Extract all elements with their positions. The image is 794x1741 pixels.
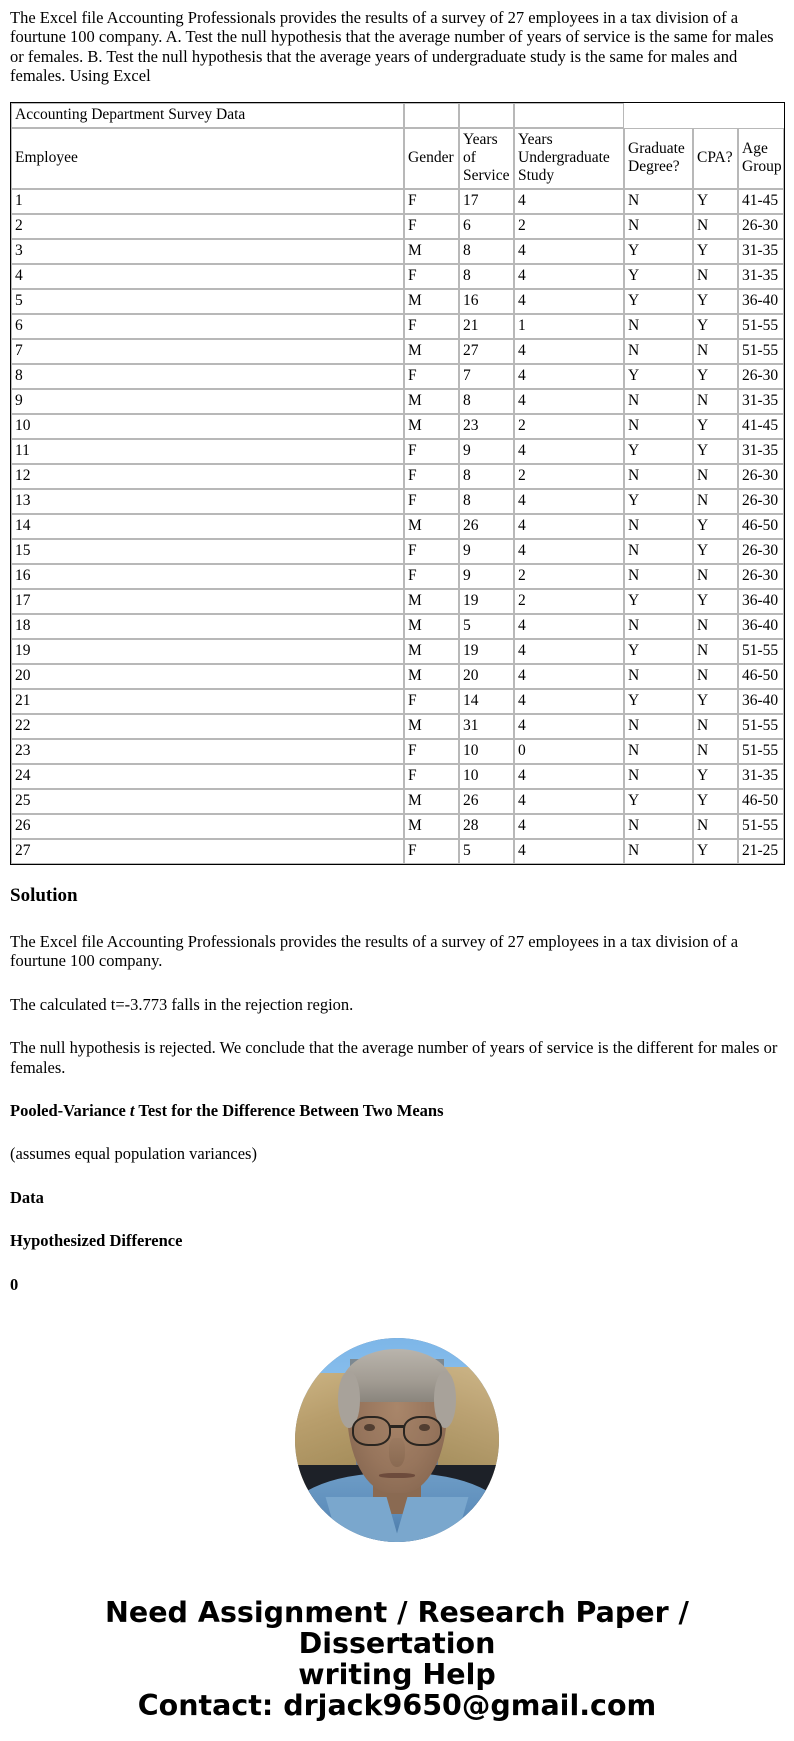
table-cell: 18 [11, 614, 404, 639]
table-cell: Y [624, 289, 693, 314]
table-cell: N [693, 214, 738, 239]
contact-line-3: Contact: drjack9650@gmail.com [137, 1688, 657, 1722]
avatar-eyeglass-bridge [390, 1425, 404, 1428]
table-cell: 9 [459, 539, 514, 564]
table-cell: 51-55 [738, 314, 784, 339]
avatar-eyeglass-right-lens [403, 1416, 442, 1447]
table-cell: 4 [514, 714, 624, 739]
table-cell: N [693, 389, 738, 414]
table-cell: 4 [514, 489, 624, 514]
avatar-collar-left [325, 1497, 399, 1542]
table-cell: Y [693, 189, 738, 214]
table-cell: 13 [11, 489, 404, 514]
table-cell: Y [693, 314, 738, 339]
assumption-note: (assumes equal population variances) [10, 1144, 257, 1164]
table-cell: N [693, 639, 738, 664]
solution-heading: Solution [10, 884, 78, 906]
column-header-years-undergraduate: Years Undergraduate Study [514, 128, 624, 189]
table-title-row [11, 103, 784, 128]
table-cell: Y [624, 789, 693, 814]
table-cell: N [624, 464, 693, 489]
table-title-blank-1 [404, 103, 459, 128]
table-cell: 26 [11, 814, 404, 839]
contact-footer [0, 1598, 794, 1741]
table-cell: 51-55 [738, 714, 784, 739]
table-cell: N [693, 664, 738, 689]
table-row [11, 339, 784, 364]
table-cell: F [404, 214, 459, 239]
table-cell: 9 [11, 389, 404, 414]
table-cell: 4 [514, 614, 624, 639]
table-cell: 4 [514, 364, 624, 389]
table-cell: 4 [514, 189, 624, 214]
table-cell: M [404, 789, 459, 814]
table-cell: 15 [11, 539, 404, 564]
table-cell: 21 [459, 314, 514, 339]
table-cell: N [624, 514, 693, 539]
table-cell: N [624, 339, 693, 364]
table-cell: 14 [11, 514, 404, 539]
table-cell: 4 [514, 664, 624, 689]
table-cell: 24 [11, 764, 404, 789]
table-cell: 26-30 [738, 539, 784, 564]
contact-line-1: Need Assignment / Research Paper / Dissertation [105, 1596, 689, 1661]
table-cell: Y [624, 639, 693, 664]
table-cell: M [404, 664, 459, 689]
table-cell: N [624, 539, 693, 564]
table-cell: 7 [459, 364, 514, 389]
table-cell: 51-55 [738, 739, 784, 764]
table-row [11, 689, 784, 714]
table-row [11, 239, 784, 264]
table-cell: 8 [459, 389, 514, 414]
table-cell: 2 [514, 414, 624, 439]
table-cell: M [404, 589, 459, 614]
table-title-spacer-2 [693, 103, 738, 128]
table-cell: 6 [459, 214, 514, 239]
table-cell: N [693, 464, 738, 489]
table-cell: 2 [514, 214, 624, 239]
table-row [11, 464, 784, 489]
table-cell: 8 [459, 464, 514, 489]
table-cell: 8 [459, 239, 514, 264]
table-cell: Y [693, 689, 738, 714]
table-title-spacer-1 [624, 103, 693, 128]
contact-line-2: writing Help [298, 1657, 496, 1691]
solution-paragraph-1: The Excel file Accounting Professionals provides the results of a survey of 27 employees in a tax division of a fourtune 100 company. [10, 931, 739, 971]
table-cell: Y [624, 439, 693, 464]
table-cell: 21 [11, 689, 404, 714]
table-cell: 21-25 [738, 839, 784, 864]
table-cell: 11 [11, 439, 404, 464]
table-cell: 51-55 [738, 639, 784, 664]
table-cell: F [404, 364, 459, 389]
table-cell: F [404, 764, 459, 789]
table-cell: 8 [459, 489, 514, 514]
table-cell: Y [693, 589, 738, 614]
table-cell: N [693, 564, 738, 589]
table-cell: M [404, 639, 459, 664]
table-cell: 6 [11, 314, 404, 339]
table-cell: 41-45 [738, 414, 784, 439]
table-cell: 8 [11, 364, 404, 389]
hypothesized-difference-value: 0 [10, 1274, 19, 1294]
table-cell: N [624, 814, 693, 839]
test-title-post: Test for the Difference Between Two Means [134, 1101, 444, 1121]
table-cell: N [624, 739, 693, 764]
table-header-row [11, 128, 784, 189]
table-cell: 2 [514, 589, 624, 614]
table-cell: N [693, 739, 738, 764]
table-cell: 20 [459, 664, 514, 689]
table-title-spacer-3 [738, 103, 784, 128]
table-row [11, 589, 784, 614]
table-cell: 19 [459, 639, 514, 664]
table-cell: 4 [514, 689, 624, 714]
table-cell: 17 [459, 189, 514, 214]
table-cell: F [404, 564, 459, 589]
table-cell: F [404, 739, 459, 764]
table-cell: 23 [11, 739, 404, 764]
table-row [11, 664, 784, 689]
table-cell: 36-40 [738, 689, 784, 714]
table-row [11, 264, 784, 289]
table-cell: 4 [514, 289, 624, 314]
table-cell: 51-55 [738, 814, 784, 839]
table-cell: M [404, 239, 459, 264]
table-cell: 10 [459, 739, 514, 764]
table-cell: 2 [514, 464, 624, 489]
avatar-mouth [379, 1473, 416, 1478]
table-cell: 4 [11, 264, 404, 289]
table-cell: 26-30 [738, 464, 784, 489]
table-cell: 27 [459, 339, 514, 364]
table-cell: 31 [459, 714, 514, 739]
table-cell: 4 [514, 339, 624, 364]
table-cell: 0 [514, 739, 624, 764]
table-cell: 4 [514, 239, 624, 264]
survey-table-body [11, 103, 784, 864]
survey-table [10, 102, 785, 865]
table-cell: 9 [459, 439, 514, 464]
table-cell: M [404, 614, 459, 639]
table-cell: N [693, 814, 738, 839]
table-cell: N [624, 414, 693, 439]
table-cell: 26-30 [738, 564, 784, 589]
table-cell: N [624, 664, 693, 689]
table-cell: N [693, 339, 738, 364]
table-cell: F [404, 464, 459, 489]
intro-paragraph: The Excel file Accounting Professionals provides the results of a survey of 27 employees in a tax division of a fourtune 100 company. A. Test the null hypothesis that the average number of years of service is the same for males or females. B. Test the null hypothesis that the average years of undergraduate study is the same for males and females. Using Excel [10, 8, 774, 86]
table-cell: N [624, 714, 693, 739]
table-cell: 27 [11, 839, 404, 864]
table-cell: Y [693, 839, 738, 864]
table-cell: Y [693, 539, 738, 564]
table-row [11, 489, 784, 514]
table-cell: 23 [459, 414, 514, 439]
table-row [11, 789, 784, 814]
table-cell: N [624, 214, 693, 239]
hypothesized-difference-label: Hypothesized Difference [10, 1231, 183, 1251]
table-row [11, 414, 784, 439]
table-cell: Y [624, 689, 693, 714]
table-cell: Y [693, 514, 738, 539]
table-cell: 1 [514, 314, 624, 339]
table-row [11, 564, 784, 589]
column-header-age-group: Age Group [738, 128, 784, 189]
table-row [11, 614, 784, 639]
table-cell: 5 [11, 289, 404, 314]
table-cell: M [404, 414, 459, 439]
table-row [11, 514, 784, 539]
table-cell: 14 [459, 689, 514, 714]
avatar [295, 1338, 499, 1542]
table-cell: 10 [11, 414, 404, 439]
table-cell: 4 [514, 789, 624, 814]
table-cell: N [624, 314, 693, 339]
column-header-gender: Gender [404, 128, 459, 189]
table-cell: M [404, 514, 459, 539]
table-cell: 31-35 [738, 264, 784, 289]
table-cell: F [404, 689, 459, 714]
table-cell: F [404, 314, 459, 339]
table-cell: 16 [459, 289, 514, 314]
table-cell: N [624, 764, 693, 789]
table-cell: 4 [514, 539, 624, 564]
table-cell: 7 [11, 339, 404, 364]
table-cell: 4 [514, 814, 624, 839]
table-cell: Y [624, 489, 693, 514]
table-row [11, 739, 784, 764]
table-cell: F [404, 439, 459, 464]
table-cell: 26-30 [738, 214, 784, 239]
table-cell: N [693, 264, 738, 289]
table-cell: 26 [459, 514, 514, 539]
table-row [11, 189, 784, 214]
table-cell: Y [693, 364, 738, 389]
table-cell: 17 [11, 589, 404, 614]
avatar-nose [389, 1438, 405, 1467]
table-cell: M [404, 714, 459, 739]
table-cell: 31-35 [738, 764, 784, 789]
table-cell: 4 [514, 389, 624, 414]
test-title-variable: t [129, 1101, 135, 1121]
table-row [11, 839, 784, 864]
table-cell: Y [624, 589, 693, 614]
table-cell: 26-30 [738, 489, 784, 514]
table-cell: N [693, 714, 738, 739]
pooled-variance-test-title [10, 1101, 784, 1120]
table-cell: F [404, 839, 459, 864]
table-cell: Y [693, 764, 738, 789]
table-cell: 8 [459, 264, 514, 289]
table-cell: 51-55 [738, 339, 784, 364]
table-cell: F [404, 489, 459, 514]
table-cell: Y [624, 364, 693, 389]
table-row [11, 214, 784, 239]
table-cell: N [624, 564, 693, 589]
table-cell: F [404, 189, 459, 214]
table-cell: 3 [11, 239, 404, 264]
table-cell: 5 [459, 839, 514, 864]
table-row [11, 439, 784, 464]
solution-paragraph-2: The calculated t=-3.773 falls in the rejection region. [10, 994, 354, 1014]
table-cell: Y [693, 289, 738, 314]
table-cell: Y [693, 414, 738, 439]
table-cell: Y [624, 239, 693, 264]
table-cell: 4 [514, 639, 624, 664]
table-cell: 22 [11, 714, 404, 739]
table-row [11, 539, 784, 564]
table-cell: 31-35 [738, 439, 784, 464]
table-cell: 31-35 [738, 239, 784, 264]
table-cell: M [404, 389, 459, 414]
table-row [11, 389, 784, 414]
table-cell: 19 [459, 589, 514, 614]
table-cell: 2 [514, 564, 624, 589]
table-title-blank-2 [459, 103, 514, 128]
table-title-blank-3 [514, 103, 624, 128]
column-header-years-of-service: Years of Service [459, 128, 514, 189]
table-cell: 4 [514, 264, 624, 289]
table-cell: 31-35 [738, 389, 784, 414]
table-cell: 19 [11, 639, 404, 664]
table-cell: F [404, 264, 459, 289]
table-cell: 10 [459, 764, 514, 789]
table-cell: 9 [459, 564, 514, 589]
table-cell: 41-45 [738, 189, 784, 214]
table-cell: 4 [514, 439, 624, 464]
table-cell: 36-40 [738, 614, 784, 639]
table-cell: Y [624, 264, 693, 289]
table-cell: Y [693, 439, 738, 464]
table-cell: 20 [11, 664, 404, 689]
table-cell: 46-50 [738, 664, 784, 689]
table-row [11, 314, 784, 339]
table-cell: 16 [11, 564, 404, 589]
survey-table-container [0, 86, 794, 865]
solution-paragraph-3: The null hypothesis is rejected. We conclude that the average number of years of service is the different for males or females. [10, 1038, 778, 1077]
table-cell: Y [693, 239, 738, 264]
table-cell: M [404, 814, 459, 839]
table-row [11, 764, 784, 789]
table-row [11, 364, 784, 389]
table-cell: N [624, 189, 693, 214]
table-cell: M [404, 339, 459, 364]
table-cell: 46-50 [738, 514, 784, 539]
avatar-eyeglass-left-lens [352, 1416, 391, 1447]
table-cell: 4 [514, 764, 624, 789]
column-header-graduate-degree: Graduate Degree? [624, 128, 693, 189]
data-label: Data [10, 1187, 44, 1207]
test-title-pre: Pooled-Variance [10, 1101, 130, 1121]
table-row [11, 714, 784, 739]
table-cell: N [693, 489, 738, 514]
table-cell: N [693, 614, 738, 639]
table-cell: 4 [514, 839, 624, 864]
table-cell: 26 [459, 789, 514, 814]
table-row [11, 814, 784, 839]
table-cell: 28 [459, 814, 514, 839]
table-cell: 1 [11, 189, 404, 214]
table-cell: 26-30 [738, 364, 784, 389]
table-cell: 4 [514, 514, 624, 539]
table-cell: M [404, 289, 459, 314]
table-cell: 5 [459, 614, 514, 639]
table-cell: 36-40 [738, 589, 784, 614]
avatar-block [0, 1338, 794, 1542]
table-cell: F [404, 539, 459, 564]
table-cell: 25 [11, 789, 404, 814]
table-cell: N [624, 614, 693, 639]
table-cell: Y [693, 789, 738, 814]
table-cell: 46-50 [738, 789, 784, 814]
table-cell: 36-40 [738, 289, 784, 314]
table-cell: N [624, 389, 693, 414]
table-cell: 2 [11, 214, 404, 239]
table-title-cell: Accounting Department Survey Data [11, 103, 404, 128]
column-header-employee: Employee [11, 128, 404, 189]
solution-section [0, 885, 794, 1294]
column-header-cpa: CPA? [693, 128, 738, 189]
table-cell: 12 [11, 464, 404, 489]
table-row [11, 289, 784, 314]
table-row [11, 639, 784, 664]
table-cell: N [624, 839, 693, 864]
